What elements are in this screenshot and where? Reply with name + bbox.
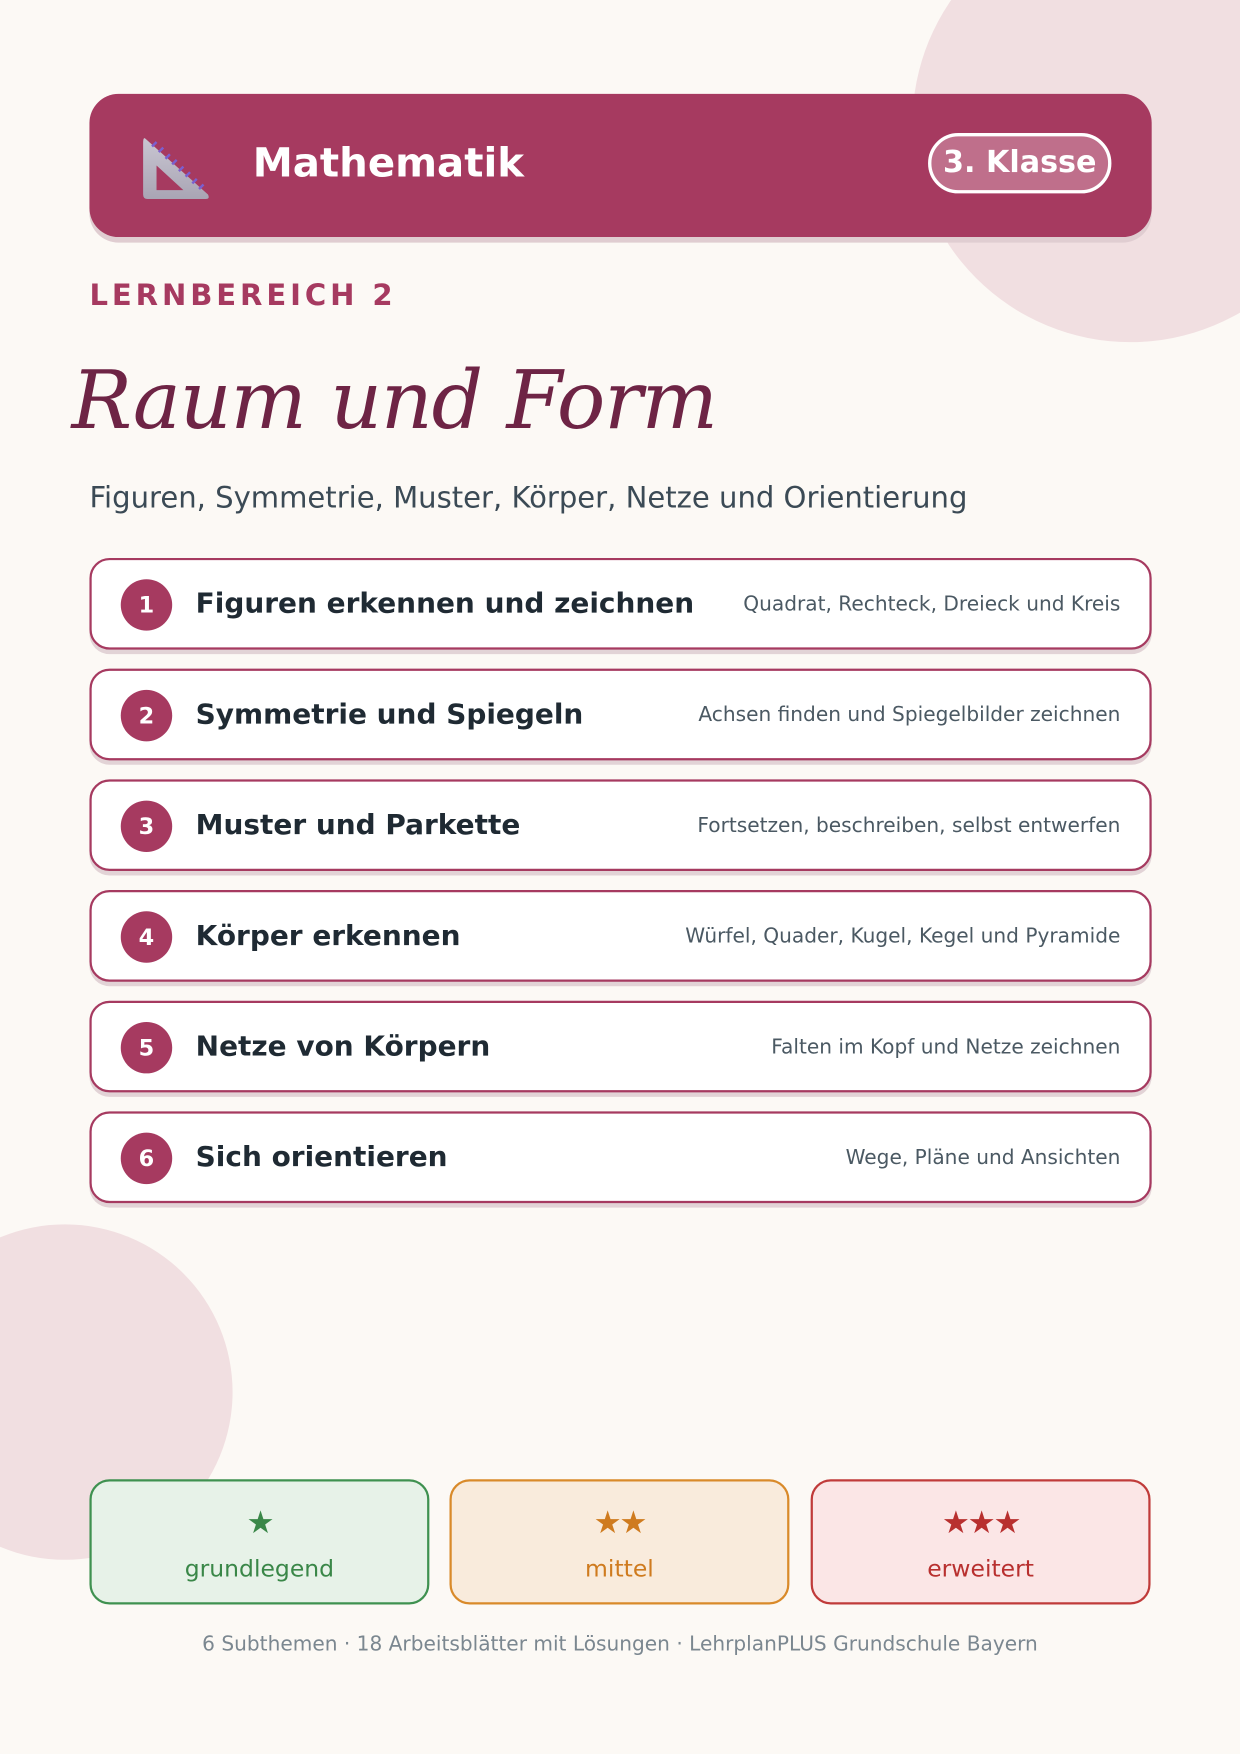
section-kicker: LERNBEREICH 2 bbox=[89, 279, 397, 314]
level-medium-card bbox=[449, 1479, 789, 1604]
page-subtitle: Figuren, Symmetrie, Muster, Körper, Netze und Orientierung bbox=[89, 481, 968, 516]
topic-description: Quadrat, Rechteck, Dreieck und Kreis bbox=[743, 592, 1121, 617]
topic-number: 2 bbox=[121, 690, 172, 741]
topic-title: Muster und Parkette bbox=[195, 808, 521, 841]
topic-item-4 bbox=[89, 890, 1151, 982]
topic-description: Wege, Pläne und Ansichten bbox=[845, 1146, 1121, 1170]
topic-description: Fortsetzen, beschreiben, selbst entwerfen bbox=[697, 813, 1121, 838]
topic-item-6 bbox=[89, 1111, 1151, 1203]
grade-badge: 3. Klasse bbox=[928, 133, 1111, 193]
subject-title: Mathematik bbox=[252, 140, 525, 187]
level-advanced-card bbox=[811, 1479, 1151, 1604]
subject-header bbox=[89, 94, 1151, 237]
star-icon: ★★ bbox=[593, 1503, 646, 1541]
topic-title: Körper erkennen bbox=[195, 919, 461, 952]
topic-title: Sich orientieren bbox=[195, 1140, 448, 1173]
topic-number: 5 bbox=[121, 1022, 172, 1073]
level-label: mittel bbox=[585, 1555, 654, 1583]
topic-title: Figuren erkennen und zeichnen bbox=[195, 587, 695, 620]
topic-item-5 bbox=[89, 1001, 1151, 1093]
topic-description: Achsen finden und Spiegelbilder zeichnen bbox=[698, 703, 1121, 727]
topic-item-3 bbox=[89, 779, 1151, 871]
topic-number: 6 bbox=[121, 1133, 172, 1184]
star-icon: ★★★ bbox=[941, 1503, 1020, 1541]
page-title: Raum und Form bbox=[71, 353, 717, 448]
difficulty-legend bbox=[89, 1479, 1151, 1604]
level-basic-card bbox=[89, 1479, 429, 1604]
topic-number: 1 bbox=[121, 579, 172, 630]
topic-title: Symmetrie und Spiegeln bbox=[195, 697, 584, 731]
topic-title: Netze von Körpern bbox=[195, 1029, 491, 1063]
topic-item-2 bbox=[89, 669, 1151, 761]
topic-description: Falten im Kopf und Netze zeichnen bbox=[771, 1035, 1121, 1059]
topic-number: 4 bbox=[121, 911, 172, 962]
level-label: erweitert bbox=[927, 1555, 1034, 1583]
topic-item-1 bbox=[89, 558, 1151, 650]
topic-description: Würfel, Quader, Kugel, Kegel und Pyramide bbox=[685, 924, 1121, 949]
footer-note: 6 Subthemen · 18 Arbeitsblätter mit Lösungen · LehrplanPLUS Grundschule Bayern bbox=[202, 1632, 1038, 1656]
star-icon: ★ bbox=[246, 1503, 273, 1541]
topic-number: 3 bbox=[121, 801, 172, 852]
level-label: grundlegend bbox=[184, 1555, 335, 1583]
set-square-icon bbox=[139, 132, 215, 206]
